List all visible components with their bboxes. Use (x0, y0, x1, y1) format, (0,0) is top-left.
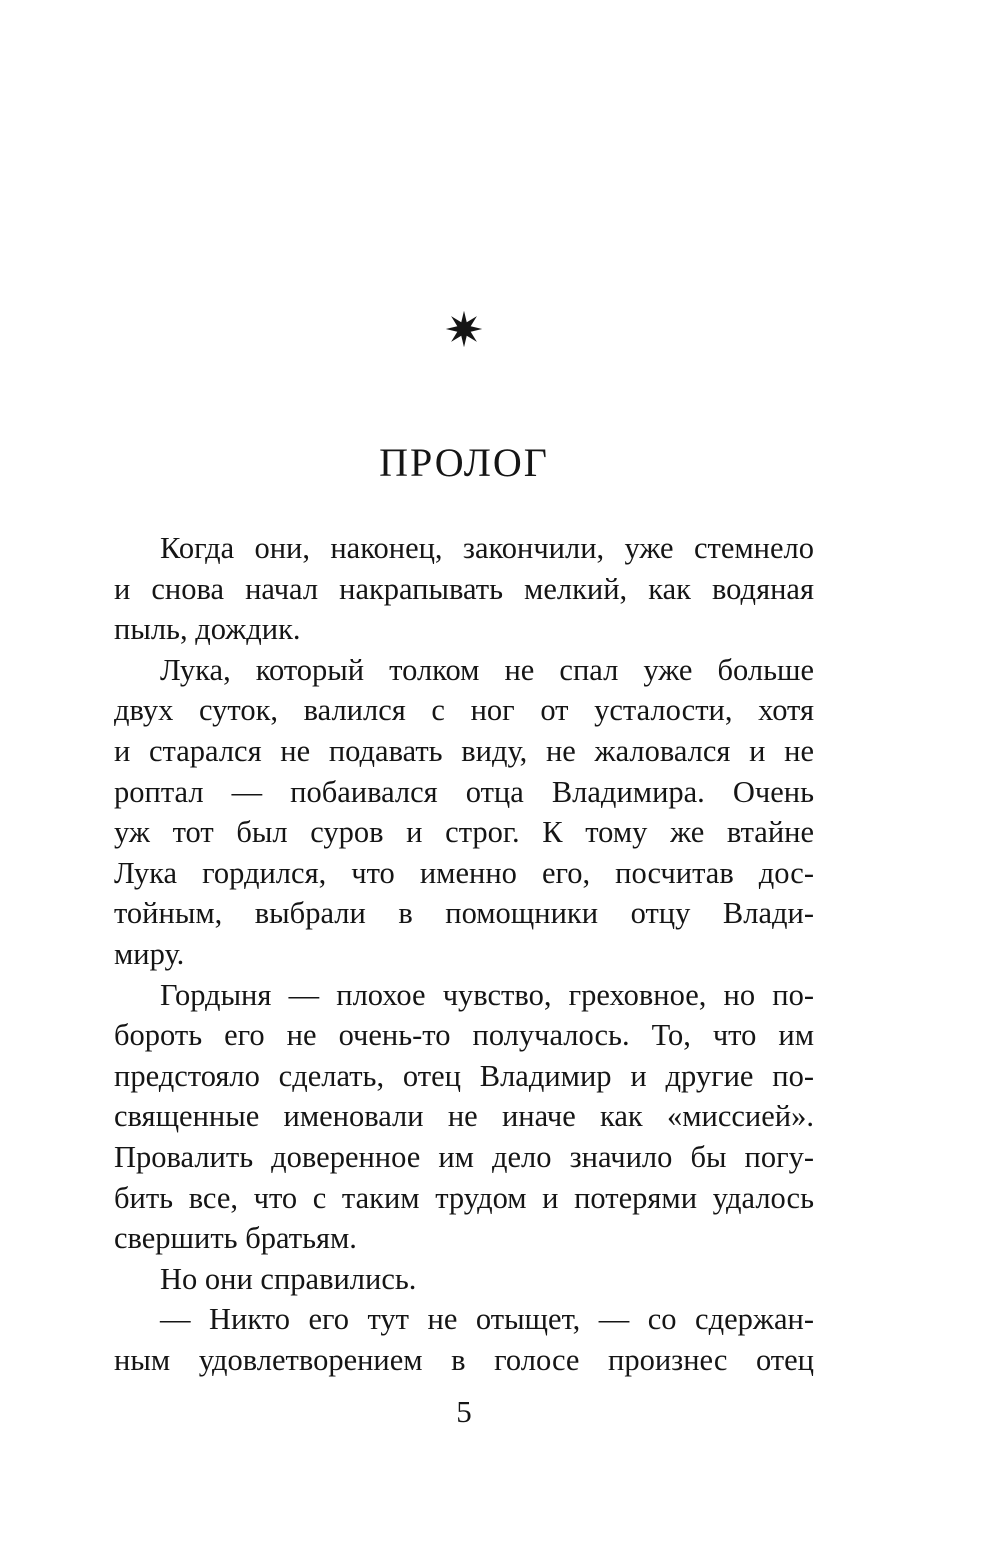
text-line: Когда они, наконец, закончили, уже стемнело (160, 531, 814, 565)
text-line: Но они справились. (160, 1261, 417, 1296)
text-line: роптал — побаивался отца Владимира. Очень (114, 774, 814, 809)
paragraph (114, 1299, 814, 1380)
text-line: — Никто его тут не отыщет, — со сдержан- (160, 1302, 814, 1337)
text-line: свершить братьям. (114, 1221, 357, 1256)
section-ornament (114, 309, 814, 349)
paragraph (114, 975, 814, 1259)
text-line: Лука гордился, что именно его, посчитав дос- (114, 855, 814, 890)
eight-pointed-star-icon (445, 309, 483, 349)
text-line: миру. (114, 936, 185, 971)
text-line: пыль, дождик. (114, 612, 301, 647)
paragraph (114, 528, 814, 650)
paragraph (114, 650, 814, 975)
body-text (114, 528, 814, 1380)
text-line: предстояло сделать, отец Владимир и другие по- (114, 1058, 814, 1093)
text-line: Лука, который толком не спал уже больше (160, 652, 814, 687)
text-line: священные именовали не иначе как «миссией». (114, 1099, 814, 1134)
text-line: и старался не подавать виду, не жаловался и не (114, 733, 814, 768)
text-line: уж тот был суров и строг. К тому же втайне (114, 815, 814, 850)
text-line: ным удовлетворением в голосе произнес отец (114, 1342, 814, 1377)
text-column (114, 0, 814, 1432)
text-line: бить все, что с таким трудом и потерями удалось (114, 1180, 814, 1215)
paragraph (114, 1259, 814, 1300)
text-line: и снова начал накрапывать мелкий, как водяная (114, 571, 814, 606)
text-line: Гордыня — плохое чувство, греховное, но по- (160, 977, 814, 1012)
text-line: Провалить доверенное им дело значило бы погу- (114, 1139, 814, 1174)
page-number: 5 (456, 1394, 472, 1430)
text-line: тойным, выбрали в помощники отцу Влади- (114, 896, 814, 931)
text-line: двух суток, валился с ног от усталости, хотя (114, 693, 814, 728)
text-line: бороть его не очень-то получалось. То, что им (114, 1018, 814, 1053)
chapter-heading: ПРОЛОГ (379, 440, 549, 485)
